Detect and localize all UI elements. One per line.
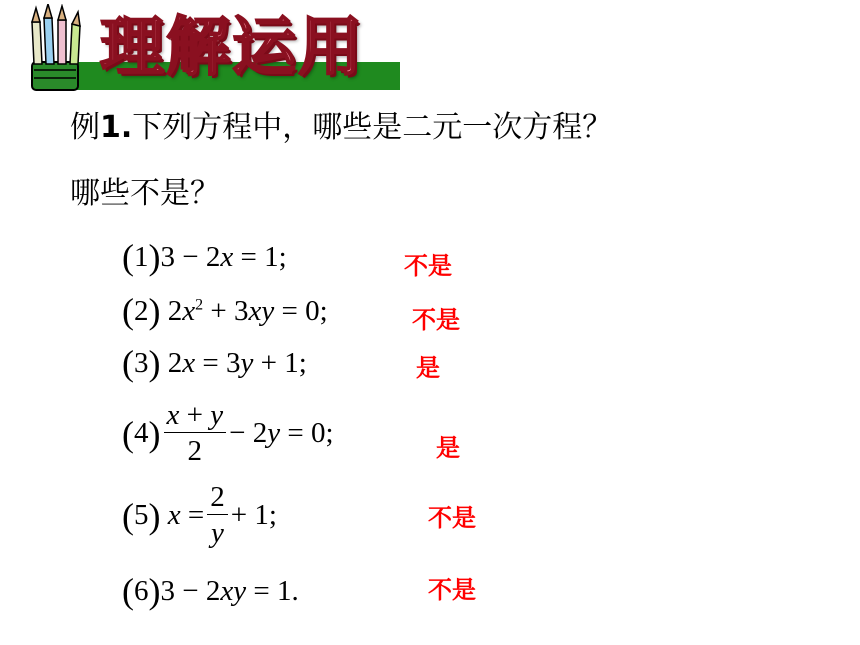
equation-6: ( 6 ) 3 − 2xy = 1.	[122, 571, 299, 611]
fraction: $\frac{x + y}{2}$	[164, 398, 227, 469]
equation-2: ( 2 ) $2x^2 + 3xy = 0$;	[122, 291, 328, 331]
question-line-2: 哪些不是？	[70, 176, 220, 211]
question-number: 1.	[100, 110, 133, 145]
question-line-1	[70, 102, 612, 146]
equation-label: 3	[134, 346, 149, 379]
equation-label: 6	[134, 574, 149, 607]
equation-label: 4	[134, 417, 149, 449]
equation-label: 1	[134, 240, 149, 273]
answer-6: 不是	[428, 576, 476, 604]
equation-label: 2	[134, 294, 149, 327]
equation-1: ( 1 ) 3 − 2x = 1;	[122, 237, 287, 277]
answer-2: 不是	[412, 306, 460, 334]
answer-4: 是	[436, 434, 460, 462]
equation-label: 5	[134, 499, 149, 531]
answer-5: 不是	[428, 504, 476, 532]
answer-3: 是	[416, 354, 440, 382]
equation-3: ( 3 ) 2x = 3y + 1;	[122, 343, 307, 383]
equation-5: ( 5 ) x = $\frac{2}{y}$ + 1;	[122, 481, 277, 549]
question-prefix: 例	[70, 110, 100, 145]
answer-1: 不是	[404, 252, 452, 280]
fraction: $\frac{2}{y}$	[207, 480, 228, 551]
page-title: 理解运用	[100, 11, 364, 85]
equation-4: ( 4 ) $\frac{x + y}{2}$ − 2y = 0;	[122, 399, 334, 467]
pencils-icon	[22, 4, 88, 92]
question-text: 下列方程中，哪些是二元一次方程？	[132, 110, 613, 145]
